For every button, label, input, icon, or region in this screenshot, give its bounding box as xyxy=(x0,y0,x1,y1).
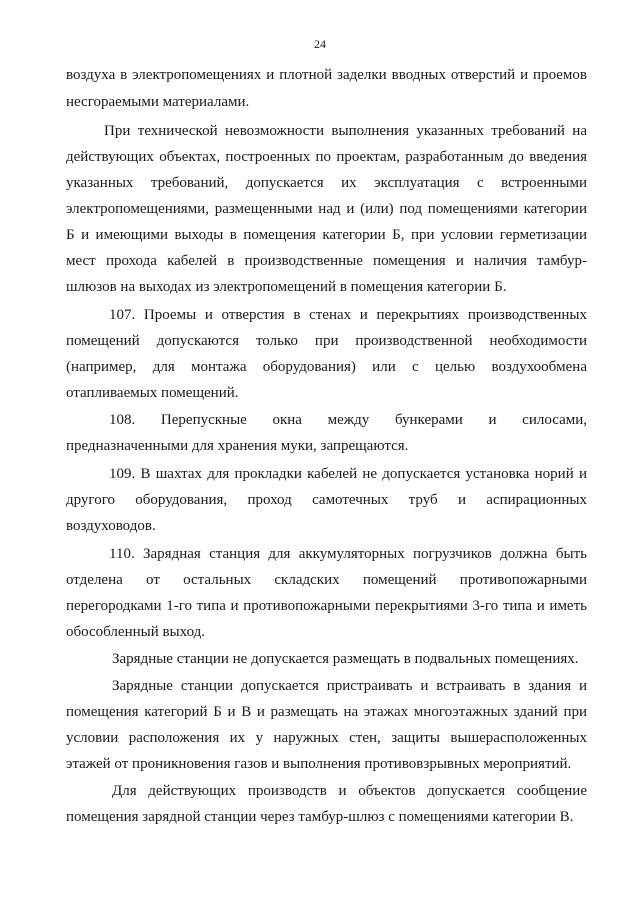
text-line: помещения категорий Б и В и размещать на этажах многоэтажных зданий при xyxy=(66,704,587,720)
text-line: 107. Проемы и отверстия в стенах и перекрытиях производственных xyxy=(109,307,587,323)
text-line: (например, для монтажа оборудования) или с целью воздухообмена xyxy=(66,359,587,375)
page-number: 24 xyxy=(314,37,326,51)
text-line: 110. Зарядная станция для аккумуляторных погрузчиков должна быть xyxy=(109,546,587,562)
text-line: При технической невозможности выполнения указанных требований на xyxy=(104,123,587,139)
text-line: Зарядные станции не допускается размещать в подвальных помещениях. xyxy=(112,651,579,667)
text-line: условии расположения их у наружных стен, защиты вышерасположенных xyxy=(66,730,587,746)
text-line: 108. Перепускные окна между бункерами и силосами, xyxy=(109,412,587,428)
text-line: мест прохода кабелей в производственные помещения и наличия тамбур- xyxy=(66,253,587,269)
text-line: этажей от проникновения газов и выполнения противовзрывных мероприятий. xyxy=(66,756,572,772)
text-line: другого оборудования, проход самотечных труб и аспирационных xyxy=(66,492,587,508)
text-line: воздуховодов. xyxy=(66,518,156,534)
text-line: 109. В шахтах для прокладки кабелей не допускается установка норий и xyxy=(109,466,587,482)
text-line: помещений допускаются только при производственной необходимости xyxy=(66,333,587,349)
text-line: отделена от остальных складских помещений противопожарными xyxy=(66,572,587,588)
text-line: шлюзов на выходах из электропомещений в помещения категории Б. xyxy=(66,279,507,295)
text-line: Б и имеющими выходы в помещения категории Б, при условии герметизации xyxy=(66,227,587,243)
text-line: предназначенными для хранения муки, запрещаются. xyxy=(66,438,409,454)
text-line: электропомещениями, размещенными над и (или) под помещениями категории xyxy=(66,201,587,217)
text-line: перегородками 1-го типа и противопожарными перекрытиями 3-го типа и иметь xyxy=(66,598,587,614)
text-line: несгораемыми материалами. xyxy=(66,94,250,110)
text-line: указанных требований, допускается их эксплуатация с встроенными xyxy=(66,175,587,191)
text-line: отапливаемых помещений. xyxy=(66,385,239,401)
text-line: действующих объектах, построенных по проектам, разработанным до введения xyxy=(66,149,587,165)
text-line: Зарядные станции допускается пристраивать и встраивать в здания и xyxy=(112,678,587,694)
text-line: помещения зарядной станции через тамбур-шлюз с помещениями категории В. xyxy=(66,809,574,825)
text-line: обособленный выход. xyxy=(66,624,206,640)
text-line: Для действующих производств и объектов допускается сообщение xyxy=(112,783,587,799)
text-line: воздуха в электропомещениях и плотной заделки вводных отверстий и проемов xyxy=(66,67,587,83)
